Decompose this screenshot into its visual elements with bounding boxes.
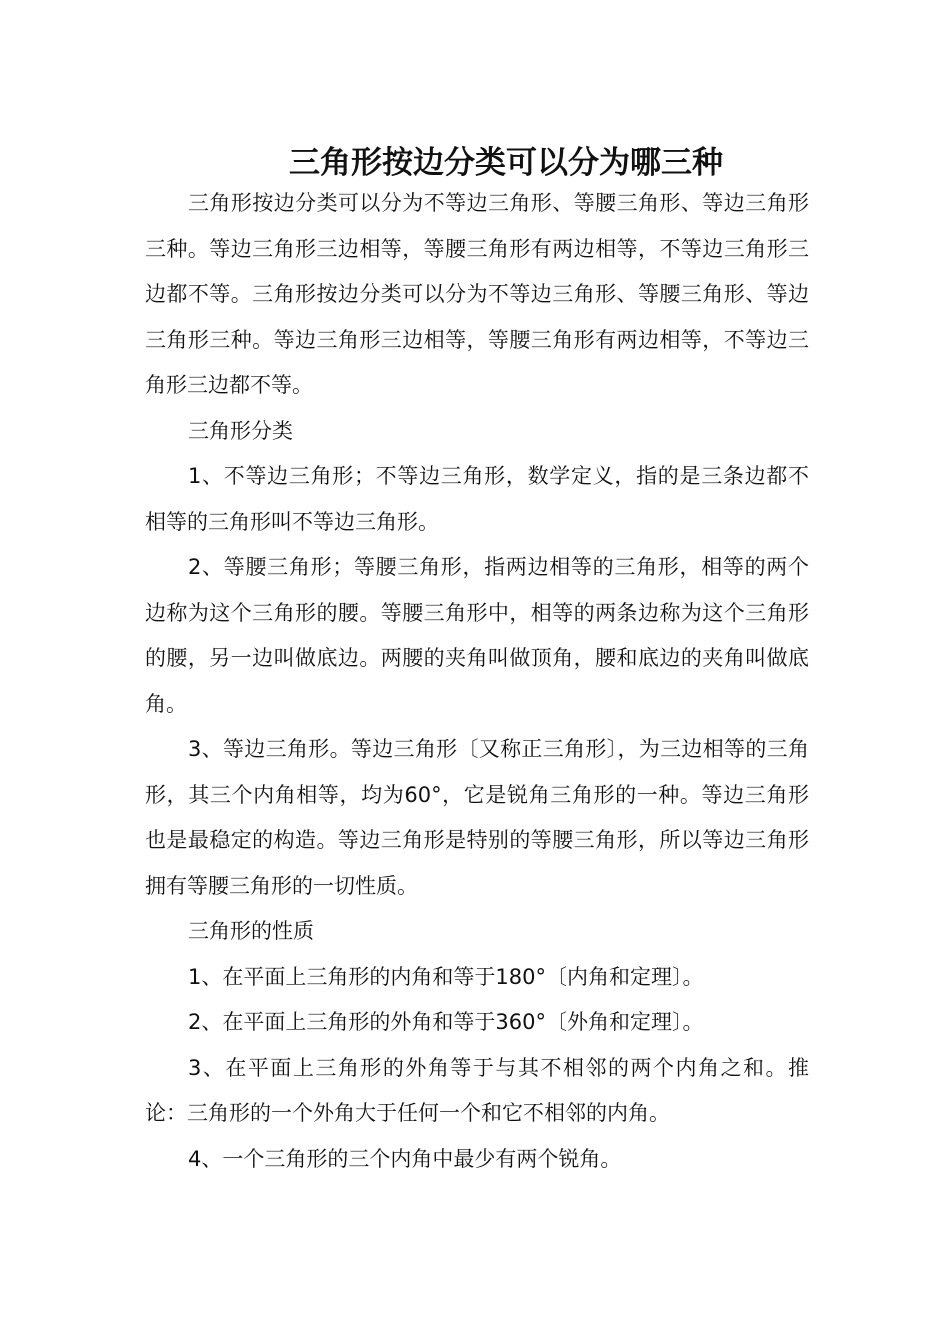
paragraph-intro: 三角形按边分类可以分为不等边三角形、等腰三角形、等边三角形三种。等边三角形三边相等，等腰三角形有两边相等，不等边三角形三边都不等。三角形按边分类可以分为不等边三角形、等腰三角形、等边三角形三种。等边三角形三边相等，等腰三角形有两边相等，不等边三角形三边都不等。 <box>145 191 809 397</box>
paragraph-isosceles: 2、等腰三角形；等腰三角形，指两边相等的三角形，相等的两个边称为这个三角形的腰。等腰三角形中，相等的两条边称为这个三角形的腰，另一边叫做底边。两腰的夹角叫做顶角，腰和底边的夹角叫做底角。 <box>145 555 809 716</box>
paragraph-property-1: 1、在平面上三角形的内角和等于180°〔内角和定理〕。 <box>188 964 704 989</box>
paragraph-equilateral: 3、等边三角形。等边三角形〔又称正三角形〕，为三边相等的三角形，其三个内角相等，均为60°，它是锐角三角形的一种。等边三角形也是最稳定的构造。等边三角形是特别的等腰三角形，所以等边三角形拥有等腰三角形的一切性质。 <box>145 737 809 898</box>
document-title: 三角形按边分类可以分为哪三种 <box>289 144 723 181</box>
heading-triangle-properties: 三角形的性质 <box>188 919 314 943</box>
document-body <box>145 181 809 1182</box>
paragraph-scalene: 1、不等边三角形；不等边三角形，数学定义，指的是三条边都不相等的三角形叫不等边三角形。 <box>145 464 809 534</box>
heading-triangle-classification: 三角形分类 <box>188 418 293 443</box>
paragraph-property-4: 4、一个三角形的三个内角中最少有两个锐角。 <box>188 1146 622 1171</box>
paragraph-property-3: 3、在平面上三角形的外角等于与其不相邻的两个内角之和。推论：三角形的一个外角大于任何一个和它不相邻的内角。 <box>145 1055 809 1125</box>
paragraph-property-2: 2、在平面上三角形的外角和等于360°〔外角和定理〕。 <box>188 1010 704 1034</box>
